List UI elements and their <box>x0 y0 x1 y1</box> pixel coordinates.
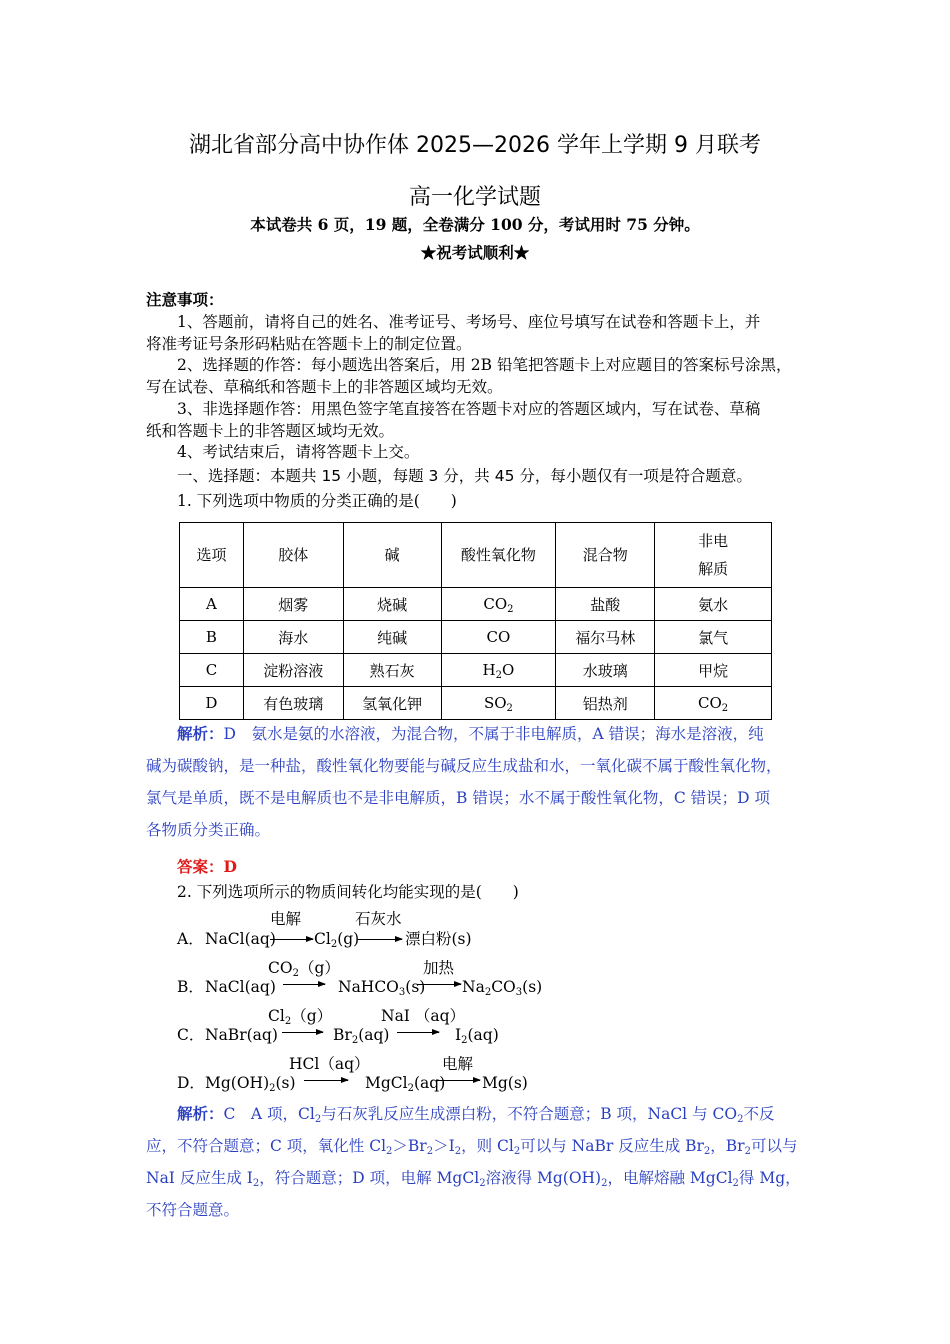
notice-item: 4、考试结束后，请将答题卡上交。 <box>177 443 420 461</box>
reaction-arrow <box>304 1080 348 1081</box>
section-prefix: 一、选择题： <box>177 467 271 485</box>
table-cell: 熟石灰 <box>343 654 441 687</box>
table-cell: 氨水 <box>655 588 772 621</box>
table-cell: 铝热剂 <box>556 687 655 720</box>
notice-item: 1、答题前，请将自己的姓名、准考证号、考场号、座位号填写在试卷和答题卡上，并 <box>177 313 761 331</box>
table-cell: 盐酸 <box>556 588 655 621</box>
table-cell: 淀粉溶液 <box>243 654 343 687</box>
intermediate: NaHCO$_3$(s) <box>338 978 426 998</box>
option-label: B． <box>177 978 204 996</box>
condition: 电解 <box>270 910 302 928</box>
table-cell: 纯碱 <box>343 621 441 654</box>
option-label: A． <box>177 930 204 948</box>
notice-item: 写在试卷、草稿纸和答题卡上的非答题区域均无效。 <box>146 378 503 396</box>
section-text: 本题共 15 小题，每题 3 分，共 45 分，每小题仅有一项是符合题意。 <box>270 467 752 485</box>
table-cell <box>655 687 772 720</box>
analysis-line: 各物质分类正确。 <box>146 821 271 839</box>
analysis-line: D 氨水是氨的水溶液，为混合物，不属于非电解质，A 错误；海水是溶液，纯 <box>223 725 764 743</box>
product: $Na_2CO_3(s)$ <box>462 978 543 998</box>
notice-item: 将准考证号条形码粘贴在答题卡上的制定位置。 <box>146 335 472 353</box>
option-label: C． <box>177 1026 205 1044</box>
question-2-analysis <box>146 1098 806 1226</box>
formula: O <box>502 661 515 679</box>
notice-item: 纸和答题卡上的非答题区域均无效。 <box>146 422 395 440</box>
table-cell: CO <box>441 621 556 654</box>
reaction-arrow <box>270 939 313 940</box>
analysis-line: 氯气是单质，既不是电解质也不是非电解质，B 错误；水不属于酸性氧化物，C 错误；D 项 <box>146 789 770 807</box>
option-label: D． <box>177 1074 205 1092</box>
subscript: 2 <box>495 670 502 681</box>
intermediate: MgCl$_2$(aq) <box>365 1074 446 1094</box>
condition: $Cl_2(g)$ <box>268 1007 333 1027</box>
product: 漂白粉(s) <box>405 930 472 948</box>
table-cell: 甲烷 <box>655 654 772 687</box>
table-cell: 氢氧化钾 <box>343 687 441 720</box>
table-header <box>655 523 772 588</box>
header-line: 解质 <box>698 560 729 578</box>
table-cell: 海水 <box>243 621 343 654</box>
formula: CO <box>697 694 722 712</box>
header-line: 非电 <box>698 532 729 550</box>
table-cell: B <box>180 621 244 654</box>
condition: 电解 <box>442 1055 474 1073</box>
table-row <box>180 588 772 621</box>
subscript: 2 <box>721 703 729 714</box>
subscript: 2 <box>507 604 514 615</box>
table-cell <box>441 588 556 621</box>
table-cell: 水玻璃 <box>556 654 655 687</box>
product: Mg(s) <box>482 1074 528 1092</box>
intermediate: $Br_2(aq)$ <box>333 1026 390 1046</box>
formula: H <box>482 661 496 679</box>
table-cell: A <box>180 588 244 621</box>
condition: $CO_2(g)$ <box>268 959 340 979</box>
table-cell: 福尔马林 <box>556 621 655 654</box>
table-cell: 有色玻璃 <box>243 687 343 720</box>
reaction-arrow <box>417 984 461 985</box>
notice-heading: 注意事项： <box>146 290 224 309</box>
intermediate: $Cl_2(g)$ <box>314 930 360 950</box>
question-1-stem: 1. 下列选项中物质的分类正确的是( ) <box>177 492 457 510</box>
table-header: 酸性氧化物 <box>441 523 556 588</box>
question-1-analysis <box>146 718 806 846</box>
table-cell: 烟雾 <box>243 588 343 621</box>
analysis-line: 应，不符合题意；C 项，氧化性 $Cl_2>Br_2>I_2$，则 $Cl_2$可以与 NaBr 反应生成 $Br_2$，$Br_2$可以与 <box>146 1137 798 1157</box>
condition: NaI （aq） <box>381 1007 466 1025</box>
condition: 石灰水 <box>355 910 402 928</box>
analysis-label: 解析： <box>177 724 224 743</box>
analysis-line: NaI 反应生成 $I_2$，符合题意；D 项，电解 MgCl$_2$溶液得 $Mg(OH)_2$，电解熔融 MgCl$_2$得 Mg， <box>146 1169 801 1189</box>
section-heading <box>177 465 752 487</box>
reactant: NaCl(aq) <box>205 978 276 996</box>
table-row <box>180 654 772 687</box>
question-2-stem: 2. 下列选项所示的物质间转化均能实现的是( ) <box>177 883 519 901</box>
table-row <box>180 687 772 720</box>
analysis-line: 碱为碳酸钠，是一种盐，酸性氧化物要能与碱反应生成盐和水，一氧化碳不属于酸性氧化物， <box>146 757 782 775</box>
reaction-arrow <box>437 1080 480 1081</box>
table-header: 碱 <box>343 523 441 588</box>
question-1-answer: 答案：D <box>177 857 237 876</box>
table-cell: 氯气 <box>655 621 772 654</box>
classification-table <box>179 522 772 720</box>
formula: SO <box>483 694 507 712</box>
analysis-line: 解析：C A 项，$Cl_2$与石灰乳反应生成漂白粉，不符合题意；B 项，NaCl 与 $CO_2$不反 <box>177 1104 775 1125</box>
table-cell: C <box>180 654 244 687</box>
reactant: NaBr(aq) <box>205 1026 278 1044</box>
reaction-arrow <box>358 939 402 940</box>
notice-item: 2、选择题的作答：每小题选出答案后，用 2B 铅笔把答题卡上对应题目的答案标号涂黑， <box>177 356 792 374</box>
reaction-arrow <box>283 984 325 985</box>
table-row <box>180 621 772 654</box>
table-cell: 烧碱 <box>343 588 441 621</box>
exam-wish: ★祝考试顺利★ <box>420 243 530 262</box>
table-header-row <box>180 523 772 588</box>
condition: 加热 <box>423 959 455 977</box>
reactant: $Mg(OH)_2(s)$ <box>205 1074 296 1094</box>
table-cell: D <box>180 687 244 720</box>
table-header: 选项 <box>180 523 244 588</box>
table-cell <box>441 687 556 720</box>
table-header: 胶体 <box>243 523 343 588</box>
table-cell <box>441 654 556 687</box>
condition: HCl（aq） <box>289 1055 370 1073</box>
reaction-arrow <box>397 1032 439 1033</box>
table-header: 混合物 <box>556 523 655 588</box>
exam-subtitle: 高一化学试题 <box>408 185 541 210</box>
exam-title: 湖北省部分高中协作体 2025—2026 学年上学期 9 月联考 <box>189 133 761 158</box>
reaction-arrow <box>282 1032 323 1033</box>
product: $I_2(aq)$ <box>455 1026 499 1046</box>
notice-item: 3、非选择题作答：用黑色签字笔直接答在答题卡对应的答题区域内，写在试卷、草稿 <box>177 400 761 418</box>
reactant: NaCl(aq) <box>205 930 276 948</box>
exam-info: 本试卷共 6 页，19 题，全卷满分 100 分，考试用时 75 分钟。 <box>250 215 700 234</box>
formula: CO <box>483 595 508 613</box>
analysis-line: 不符合题意。 <box>146 1201 240 1219</box>
subscript: 2 <box>506 703 513 714</box>
